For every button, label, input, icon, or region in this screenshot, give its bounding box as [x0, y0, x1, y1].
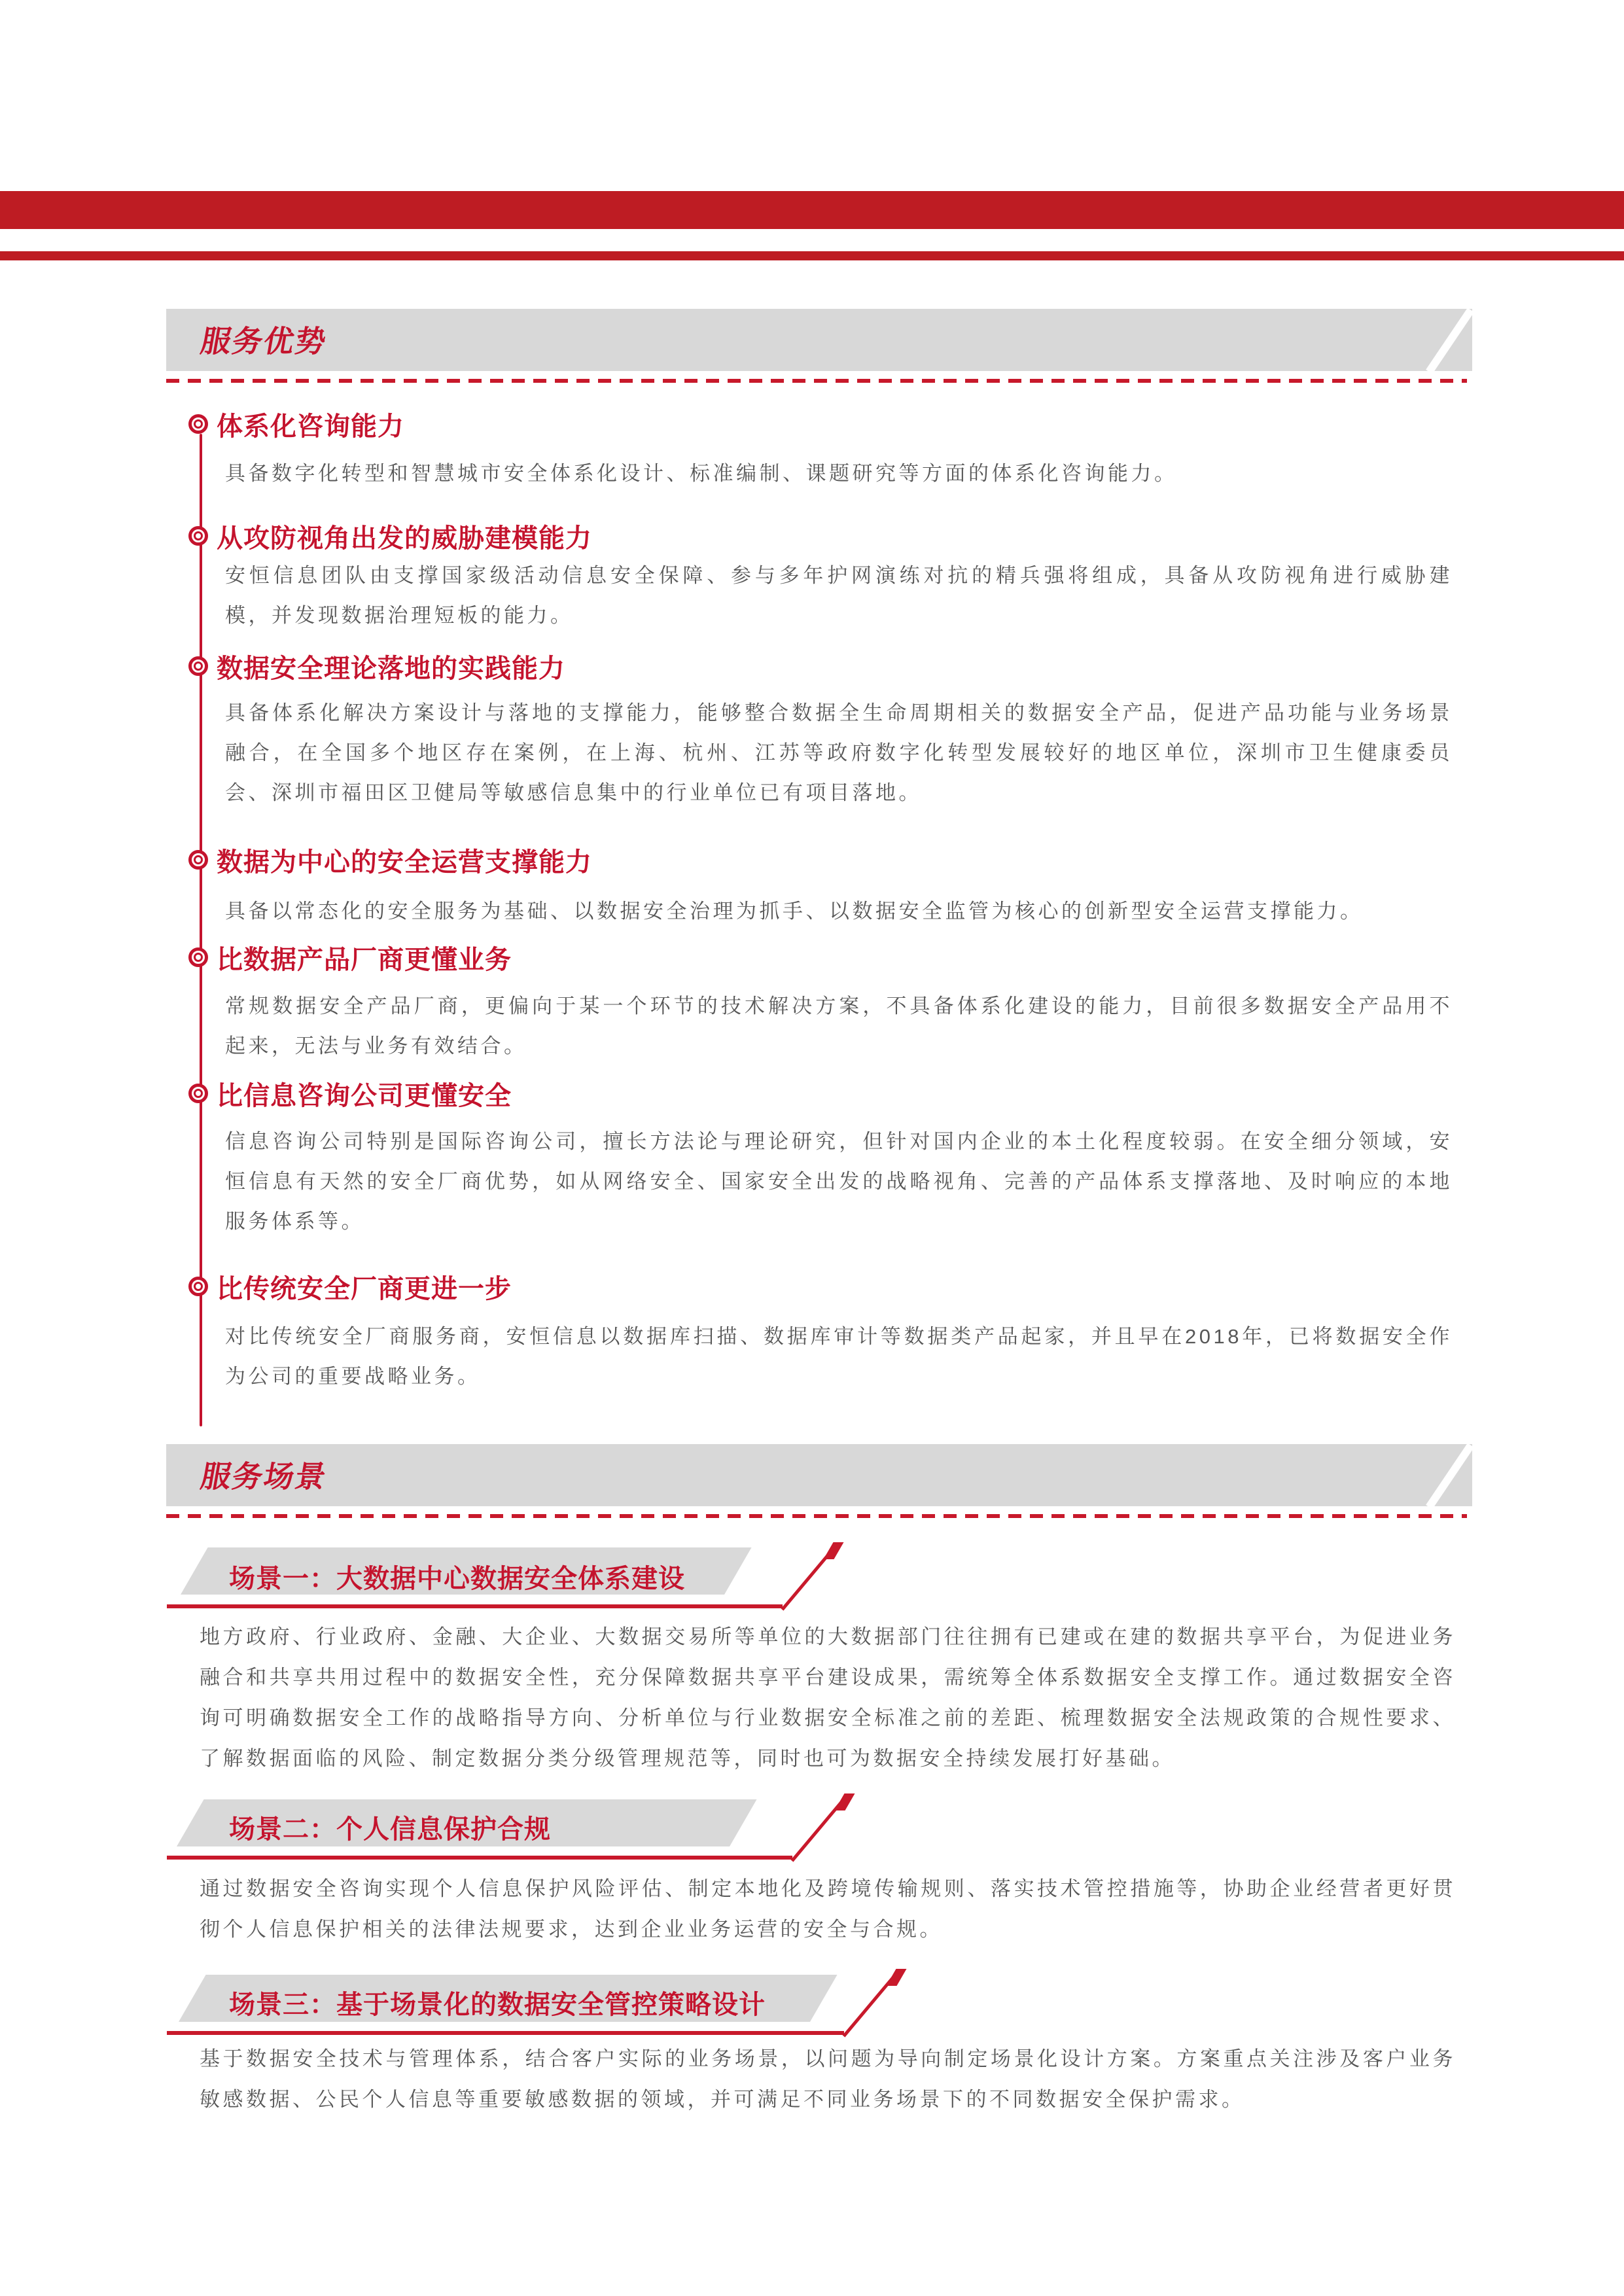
scenario-title: 场景一：大数据中心数据安全体系建设	[229, 1564, 685, 1593]
scenario-description: 通过数据安全咨询实现个人信息保护风险评估、制定本地化及跨境传输规则、落实技术管控措施等，协助企业经营者更好贯彻个人信息保护相关的法律法规要求，达到企业业务运营的安全与合规。	[200, 1877, 1456, 1941]
advantage-item-header	[188, 519, 592, 553]
advantage-title: 比信息咨询公司更懂安全	[217, 1081, 512, 1110]
bullseye-icon	[188, 526, 208, 546]
advantage-description: 具备体系化解决方案设计与落地的支撑能力，能够整合数据全生命周期相关的数据安全产品，促进产品功能与业务场景融合，在全国多个地区存在案例，在上海、杭州、江苏等政府数字化转型发展较好的地区单位，深圳市卫生健康委员会、深圳市福田区卫健局等敏感信息集中的行业单位已有项目落地。	[225, 701, 1453, 804]
scenario-marker-square	[823, 1542, 843, 1559]
top-red-band-thin	[0, 251, 1624, 260]
advantage-title: 比传统安全厂商更进一步	[217, 1274, 512, 1303]
bullseye-icon	[188, 850, 208, 870]
advantage-title: 数据安全理论落地的实践能力	[217, 654, 565, 683]
bullseye-icon	[188, 414, 208, 434]
scenario-underline	[167, 1604, 783, 1608]
scenario-underline	[167, 1856, 792, 1860]
bullseye-icon	[188, 947, 208, 967]
advantage-description: 具备数字化转型和智慧城市安全体系化设计、标准编制、课题研究等方面的体系化咨询能力。	[225, 462, 1178, 485]
scenario-underline	[167, 2031, 844, 2035]
advantage-title: 数据为中心的安全运营支撑能力	[217, 847, 592, 877]
scenario-title: 场景三：基于场景化的数据安全管控策略设计	[229, 1990, 766, 2019]
scenario-title: 场景二：个人信息保护合规	[229, 1815, 551, 1844]
advantage-title: 比数据产品厂商更懂业务	[217, 945, 512, 974]
section-header-advantages	[166, 309, 1472, 371]
advantage-item-header	[188, 843, 592, 877]
header-slash-decoration	[1426, 1443, 1474, 1509]
bullseye-icon	[188, 1084, 208, 1103]
advantage-description: 常规数据安全产品厂商，更偏向于某一个环节的技术解决方案，不具备体系化建设的能力，目前很多数据安全产品用不起来，无法与业务有效结合。	[225, 995, 1453, 1057]
section-title: 服务优势	[198, 324, 330, 359]
section-title: 服务场景	[198, 1459, 330, 1494]
scenario-description: 地方政府、行业政府、金融、大企业、大数据交易所等单位的大数据部门往往拥有已建或在建的数据共享平台，为促进业务融合和共享共用过程中的数据安全性，充分保障数据共享平台建设成果，需统筹全体系数据安全支撑工作。通过数据安全咨询可明确数据安全工作的战略指导方向、分析单位与行业数据安全标准之前的差距、梳理数据安全法规政策的合规性要求、了解数据面临的风险、制定数据分类分级管理规范等，同时也可为数据安全持续发展打好基础。	[200, 1625, 1456, 1770]
advantage-item-header	[188, 649, 565, 683]
advantage-title: 从攻防视角出发的威胁建模能力	[217, 523, 592, 553]
dashed-divider	[166, 1514, 1467, 1518]
advantage-description: 对比传统安全厂商服务商，安恒信息以数据库扫描、数据库审计等数据类产品起家，并且早在2018年，已将数据安全作为公司的重要战略业务。	[225, 1325, 1453, 1388]
section-header-scenarios	[166, 1444, 1472, 1506]
advantage-item-header	[188, 1076, 512, 1110]
advantage-description: 信息咨询公司特别是国际咨询公司，擅长方法论与理论研究，但针对国内企业的本土化程度较弱。在安全细分领域，安恒信息有天然的安全厂商优势，如从网络安全、国家安全出发的战略视角、完善的产品体系支撑落地、及时响应的本地服务体系等。	[225, 1130, 1453, 1233]
header-slash-decoration	[1426, 308, 1474, 374]
advantage-item-header	[188, 1269, 512, 1303]
scenario-description: 基于数据安全技术与管理体系，结合客户实际的业务场景，以问题为导向制定场景化设计方案。方案重点关注涉及客户业务敏感数据、公民个人信息等重要敏感数据的领域，并可满足不同业务场景下的不同数据安全保护需求。	[200, 2047, 1456, 2111]
advantage-title: 体系化咨询能力	[217, 412, 404, 441]
top-red-band-thick	[0, 191, 1624, 229]
scenario-marker-square	[886, 1969, 906, 1986]
bullseye-icon	[188, 1277, 208, 1296]
bullseye-icon	[188, 656, 208, 676]
advantage-description: 具备以常态化的安全服务为基础、以数据安全治理为抓手、以数据安全监管为核心的创新型安全运营支撑能力。	[225, 900, 1364, 923]
scenario-marker-square	[834, 1793, 855, 1810]
dashed-divider	[166, 379, 1467, 383]
advantage-description: 安恒信息团队由支撑国家级活动信息安全保障、参与多年护网演练对抗的精兵强将组成，具备从攻防视角进行威胁建模，并发现数据治理短板的能力。	[225, 564, 1453, 627]
advantage-item-header	[188, 940, 512, 974]
advantage-item-header	[188, 407, 404, 441]
